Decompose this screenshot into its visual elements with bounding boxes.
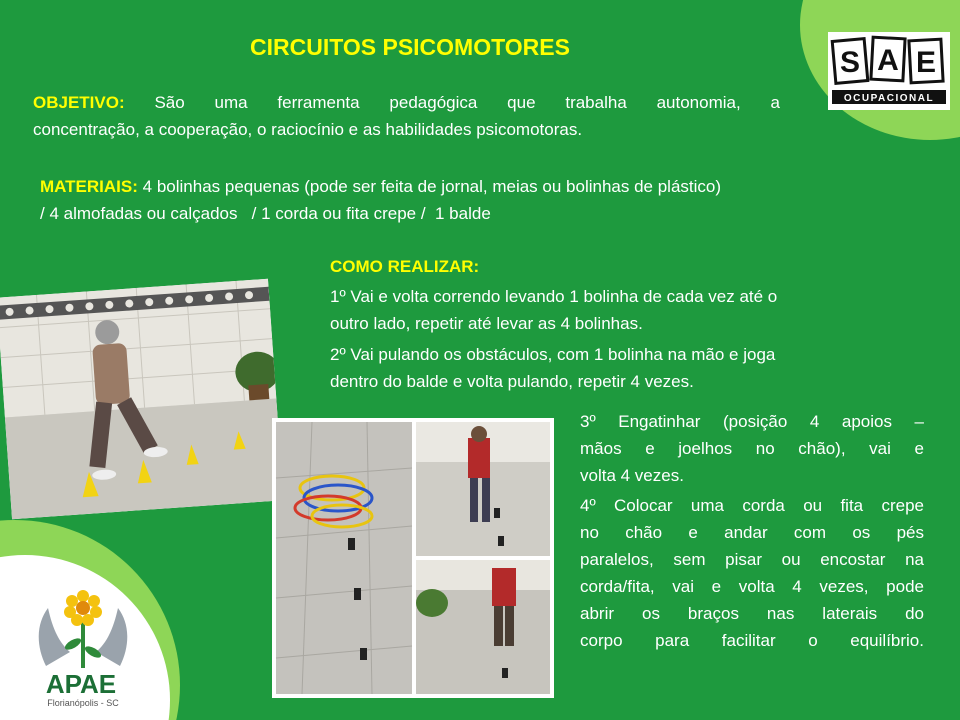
passo-line-8: abrir os braços nas laterais do [580, 604, 924, 623]
objetivo-line-1 [33, 89, 780, 116]
como-line-4: dentro do balde e volta pulando, repetir 4 vezes. [330, 372, 694, 391]
apae-logo [18, 586, 148, 711]
passo-line-6: paralelos, sem pisar ou encostar na [580, 550, 924, 569]
photo-circuit-collage [272, 418, 554, 698]
sae-logo [828, 32, 950, 110]
materiais-line-2: / 4 almofadas ou calçados / 1 corda ou fita crepe / 1 balde [40, 204, 491, 223]
photo-woman-cones [0, 279, 283, 519]
apae-city: Florianópolis - SC [47, 698, 119, 708]
passo-line-1: 3º Engatinhar (posição 4 apoios – [580, 412, 924, 431]
objetivo-text: São uma ferramenta pedagógica que trabalha autonomia, a [154, 93, 780, 112]
passo-line-4: 4º Colocar uma corda ou fita crepe [580, 496, 924, 515]
sae-letter-a: A [877, 44, 899, 77]
passo-line-5: no chão e andar com os pés [580, 523, 924, 542]
como-realizar-label: COMO REALIZAR: [330, 257, 480, 276]
como-line-3: 2º Vai pulando os obstáculos, com 1 bolinha na mão e joga [330, 345, 776, 364]
sae-subtitle: OCUPACIONAL [843, 93, 935, 104]
passo-line-7: corda/fita, vai e volta 4 vezes, pode [580, 577, 924, 596]
sae-letter-e: E [915, 46, 937, 79]
sae-letter-s: S [839, 46, 861, 79]
page-title: CIRCUITOS PSICOMOTORES [250, 34, 570, 60]
como-line-1: 1º Vai e volta correndo levando 1 bolinha de cada vez até o [330, 287, 778, 306]
materiais-text: 4 bolinhas pequenas (pode ser feita de jornal, meias ou bolinhas de plástico) [142, 177, 722, 196]
objetivo-line-2: concentração, a cooperação, o raciocínio e as habilidades psicomotoras. [33, 120, 583, 139]
como-line-2: outro lado, repetir até levar as 4 bolinhas. [330, 314, 643, 333]
materiais-label: MATERIAIS: [40, 177, 138, 196]
passo-line-3: volta 4 vezes. [580, 466, 684, 485]
passo-line-9: corpo para facilitar o equilíbrio. [580, 631, 924, 650]
materiais-line-1 [40, 173, 940, 200]
objetivo-label: OBJETIVO: [33, 93, 125, 112]
apae-name: APAE [45, 669, 117, 699]
passo-line-2: mãos e joelhos no chão), vai e [580, 439, 924, 458]
